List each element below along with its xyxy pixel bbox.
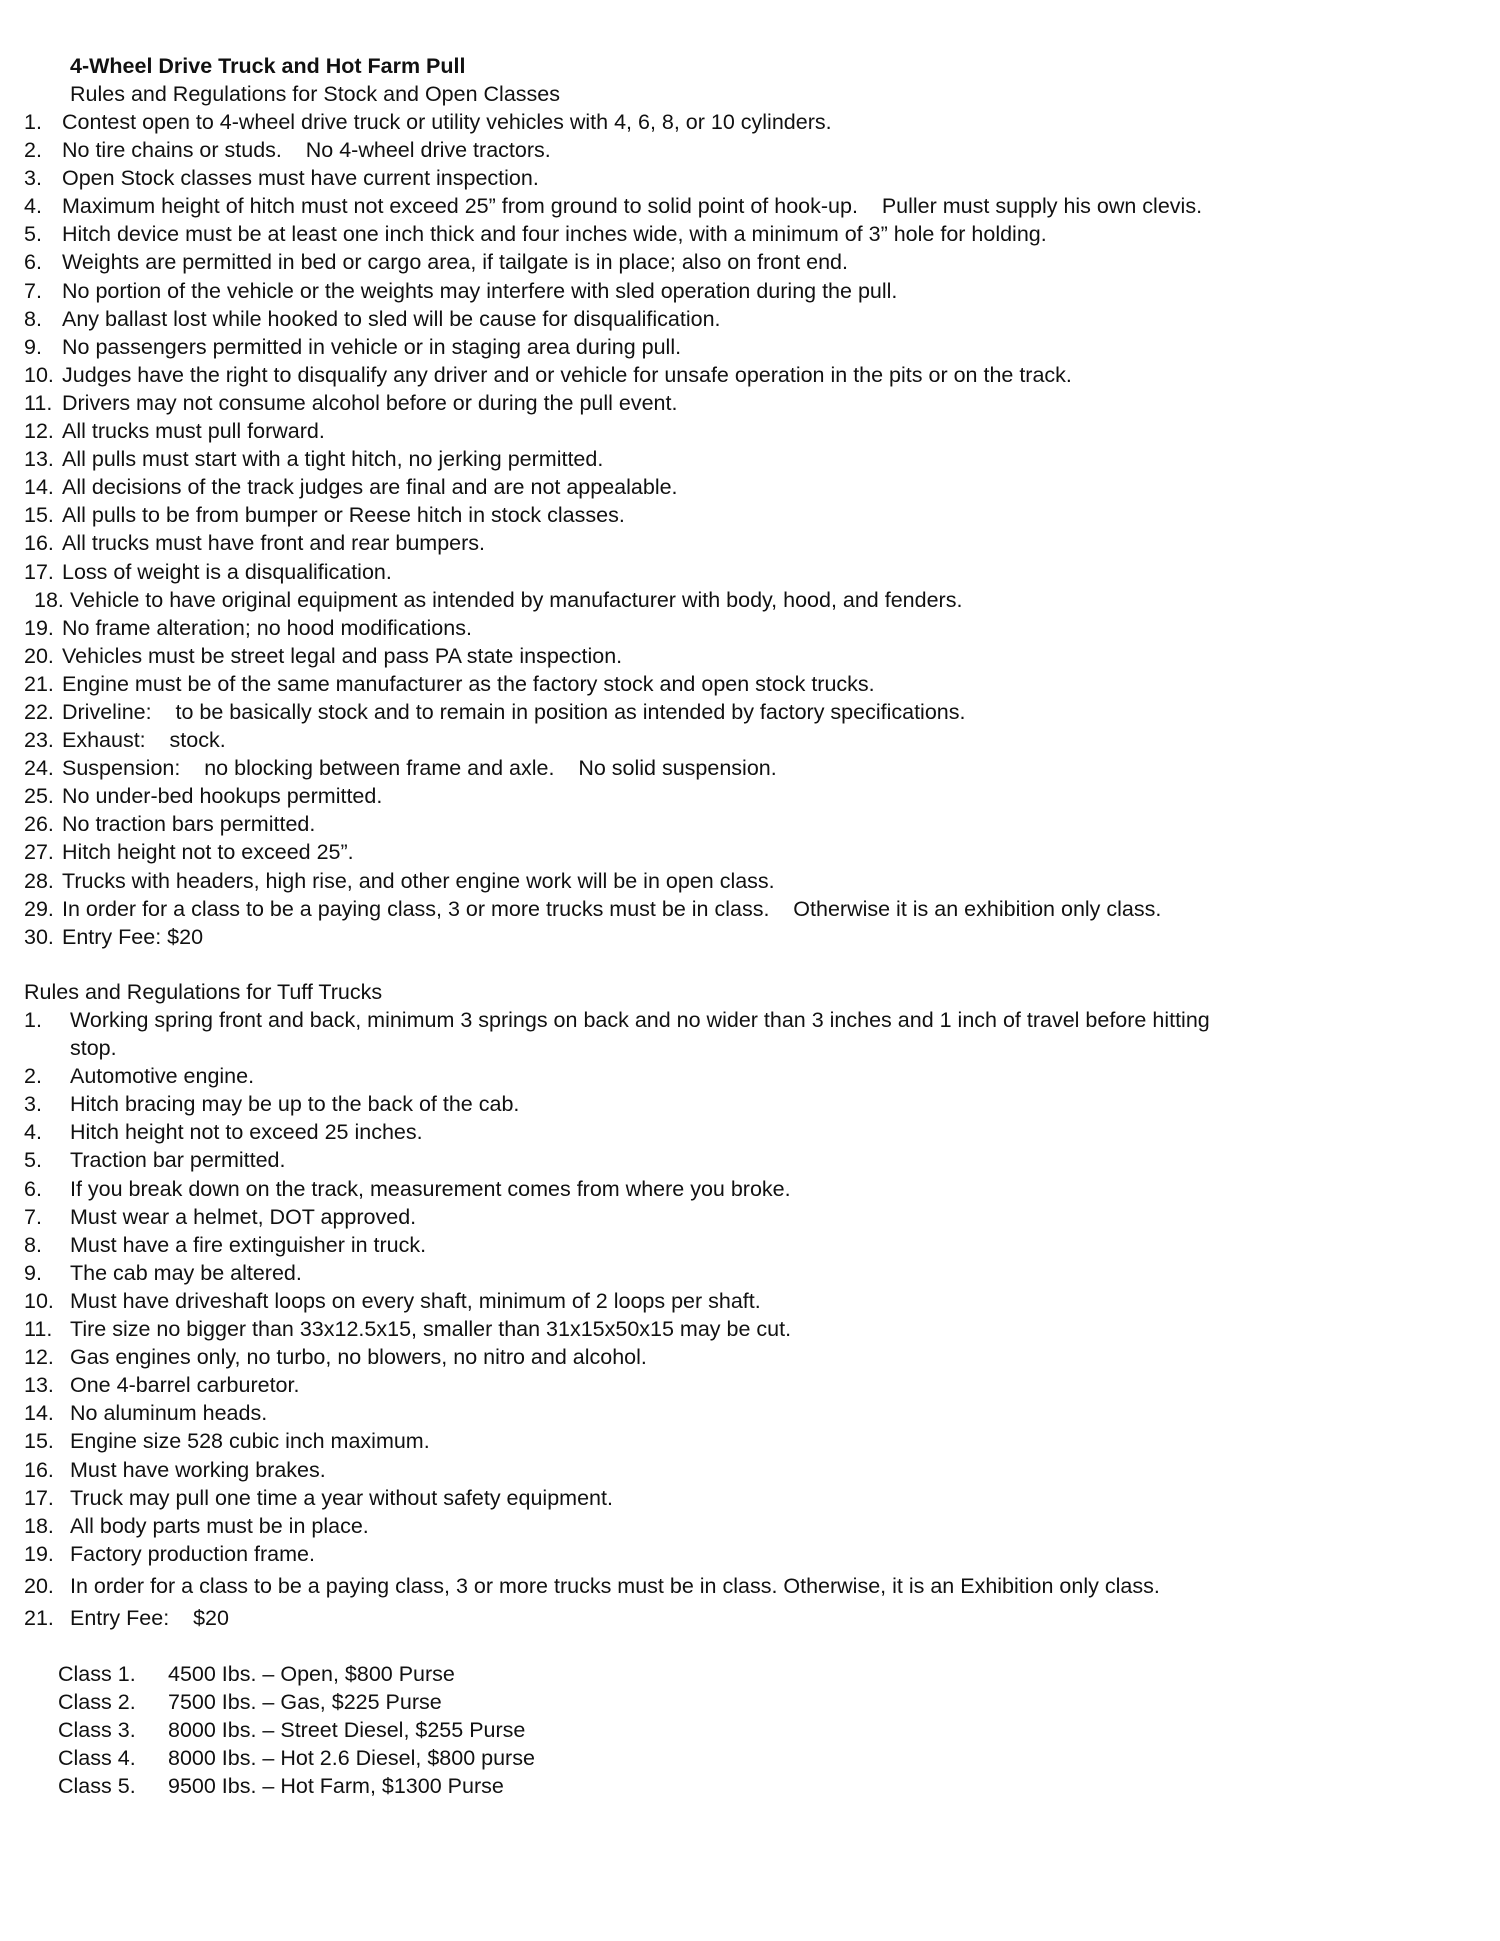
rule-text: All trucks must pull forward. [62,419,325,444]
rule-text: Weights are permitted in bed or cargo area, if tailgate is in place; also on front end. [62,250,848,275]
rule-text: Exhaust: stock. [62,728,226,753]
rule-number: 16. [24,1457,54,1482]
rule-number: 13. [24,1373,54,1398]
rule-number: 2. [24,1064,42,1089]
rule-text: No frame alteration; no hood modifications. [62,615,472,640]
rule-number: 27. [24,840,54,865]
rule-text: Must have working brakes. [70,1457,326,1482]
rule-text: The cab may be altered. [70,1260,302,1285]
rule-text: Maximum height of hitch must not exceed 25” from ground to solid point of hook-up. Puller must supply his own clevis. [62,194,1203,219]
rule-text: All decisions of the track judges are final and are not appealable. [62,475,678,500]
rule-number: 7. [24,1204,42,1229]
tuff-trucks-heading: Rules and Regulations for Tuff Trucks [24,980,383,1004]
class-description: 8000 Ibs. – Street Diesel, $255 Purse [168,1718,526,1742]
class-label: Class 3. [58,1718,136,1742]
rule-text: Trucks with headers, high rise, and other engine work will be in open class. [62,868,775,893]
rule-number: 12. [24,419,54,444]
rule-number: 25. [24,784,54,809]
rule-number: 20. [24,643,54,668]
rule-text: All pulls must start with a tight hitch, no jerking permitted. [62,447,604,472]
rule-text: Hitch device must be at least one inch thick and four inches wide, with a minimum of 3” hole for holding. [62,222,1047,247]
rule-text: Automotive engine. [70,1064,255,1089]
rule-number: 11. [24,390,53,415]
rule-text: Truck may pull one time a year without safety equipment. [70,1485,613,1510]
rule-number: 24. [24,756,54,781]
rule-number: 14. [24,1401,54,1426]
rule-number: 16. [24,531,54,556]
rule-text: No aluminum heads. [70,1401,268,1426]
rule-number: 5. [24,222,42,247]
rule-text: No portion of the vehicle or the weights may interfere with sled operation during the pull. [62,278,898,303]
class-description: 4500 Ibs. – Open, $800 Purse [168,1662,455,1686]
rule-number: 18. [34,587,64,612]
rule-text: No passengers permitted in vehicle or in staging area during pull. [62,334,682,359]
rule-text: Drivers may not consume alcohol before or during the pull event. [62,390,678,415]
rule-number: 8. [24,306,42,331]
rule-number: 7. [24,278,42,303]
class-label: Class 2. [58,1690,136,1714]
class-description: 7500 Ibs. – Gas, $225 Purse [168,1690,442,1714]
rule-text: Engine must be of the same manufacturer as the factory stock and open stock trucks. [62,671,875,696]
rule-number: 23. [24,728,54,753]
rule-text: In order for a class to be a paying class, 3 or more trucks must be in class. Otherwise, it is an Exhibition only class. [70,1573,1160,1598]
rule-text: Any ballast lost while hooked to sled will be cause for disqualification. [62,306,721,331]
rule-text: Entry Fee: $20 [70,1605,229,1630]
rule-number: 9. [24,1260,42,1285]
rule-text: Entry Fee: $20 [62,924,204,949]
rule-number: 5. [24,1148,42,1173]
rule-number: 18. [24,1513,54,1538]
rule-number: 22. [24,699,54,724]
rule-text: Gas engines only, no turbo, no blowers, no nitro and alcohol. [70,1345,647,1370]
rule-number: 4. [24,1120,42,1145]
rule-number: 19. [24,1541,54,1566]
rule-text: Hitch height not to exceed 25”. [62,840,354,865]
rule-number: 3. [24,1092,42,1117]
rule-text: Must have driveshaft loops on every shaft, minimum of 2 loops per shaft. [70,1288,761,1313]
rule-number: 11. [24,1317,53,1342]
rule-text: Vehicles must be street legal and pass PA state inspection. [62,643,623,668]
document-subtitle: Rules and Regulations for Stock and Open Classes [70,82,560,106]
rule-text: One 4-barrel carburetor. [70,1373,300,1398]
rule-text: Suspension: no blocking between frame and axle. No solid suspension. [62,756,777,781]
rule-number: 21. [24,671,54,696]
rule-number: 30. [24,924,54,949]
rule-number: 13. [24,447,54,472]
rule-text: No traction bars permitted. [62,812,316,837]
rule-number: 4. [24,194,42,219]
rule-number: 28. [24,868,54,893]
rule-text: Hitch bracing may be up to the back of the cab. [70,1092,520,1117]
rule-number: 14. [24,475,54,500]
rule-number: 21. [24,1605,54,1630]
document-title: 4-Wheel Drive Truck and Hot Farm Pull [70,54,466,78]
rule-text: In order for a class to be a paying class, 3 or more trucks must be in class. Otherwise it is an exhibition only class. [62,896,1162,921]
rule-text: Vehicle to have original equipment as intended by manufacturer with body, hood, and fenders. [70,587,963,612]
rule-text: Loss of weight is a disqualification. [62,559,392,584]
rule-number: 3. [24,166,42,191]
rule-number: 2. [24,138,42,163]
rule-number: 20. [24,1573,54,1598]
rule-number: 26. [24,812,54,837]
rule-text: Engine size 528 cubic inch maximum. [70,1429,430,1454]
rule-number: 10. [24,1288,54,1313]
class-label: Class 4. [58,1746,136,1770]
rule-text: Hitch height not to exceed 25 inches. [70,1120,423,1145]
rule-number: 12. [24,1345,54,1370]
rule-number: 9. [24,334,42,359]
rule-text: Traction bar permitted. [70,1148,286,1173]
class-label: Class 1. [58,1662,136,1686]
rule-text: Must wear a helmet, DOT approved. [70,1204,417,1229]
rule-text: Tire size no bigger than 33x12.5x15, smaller than 31x15x50x15 may be cut. [70,1317,792,1342]
class-label: Class 5. [58,1774,136,1798]
rule-text: If you break down on the track, measurement comes from where you broke. [70,1176,791,1201]
rule-number: 15. [24,1429,54,1454]
rule-text: Must have a fire extinguisher in truck. [70,1232,427,1257]
rule-text: Working spring front and back, minimum 3 springs on back and no wider than 3 inches and 1 inch of travel before hitting [70,1008,1210,1032]
rule-number: 6. [24,1176,42,1201]
rule-number: 29. [24,896,54,921]
rule-number: 10. [24,362,54,387]
rule-text: All body parts must be in place. [70,1513,369,1538]
rule-text: Factory production frame. [70,1541,315,1566]
rule-number: 19. [24,615,54,640]
rule-number: 1. [24,110,42,134]
rule-text: Judges have the right to disqualify any driver and or vehicle for unsafe operation in the pits or on the track. [62,362,1072,387]
rule-text-continuation: stop. [70,1036,117,1061]
rule-text: No tire chains or studs. No 4-wheel drive tractors. [62,138,551,163]
class-description: 9500 Ibs. – Hot Farm, $1300 Purse [168,1774,504,1798]
rule-text: Contest open to 4-wheel drive truck or utility vehicles with 4, 6, 8, or 10 cylinders. [62,110,832,134]
rule-text: All pulls to be from bumper or Reese hitch in stock classes. [62,503,625,528]
rule-number: 17. [24,1485,54,1510]
rule-text: All trucks must have front and rear bumpers. [62,531,486,556]
rule-text: Open Stock classes must have current inspection. [62,166,539,191]
rule-number: 17. [24,559,54,584]
rule-number: 15. [24,503,54,528]
rule-text: Driveline: to be basically stock and to remain in position as intended by factory specifications. [62,699,966,724]
rule-number: 8. [24,1232,42,1257]
rule-number: 6. [24,250,42,275]
class-description: 8000 Ibs. – Hot 2.6 Diesel, $800 purse [168,1746,535,1770]
rule-text: No under-bed hookups permitted. [62,784,383,809]
rule-number: 1. [24,1008,42,1032]
